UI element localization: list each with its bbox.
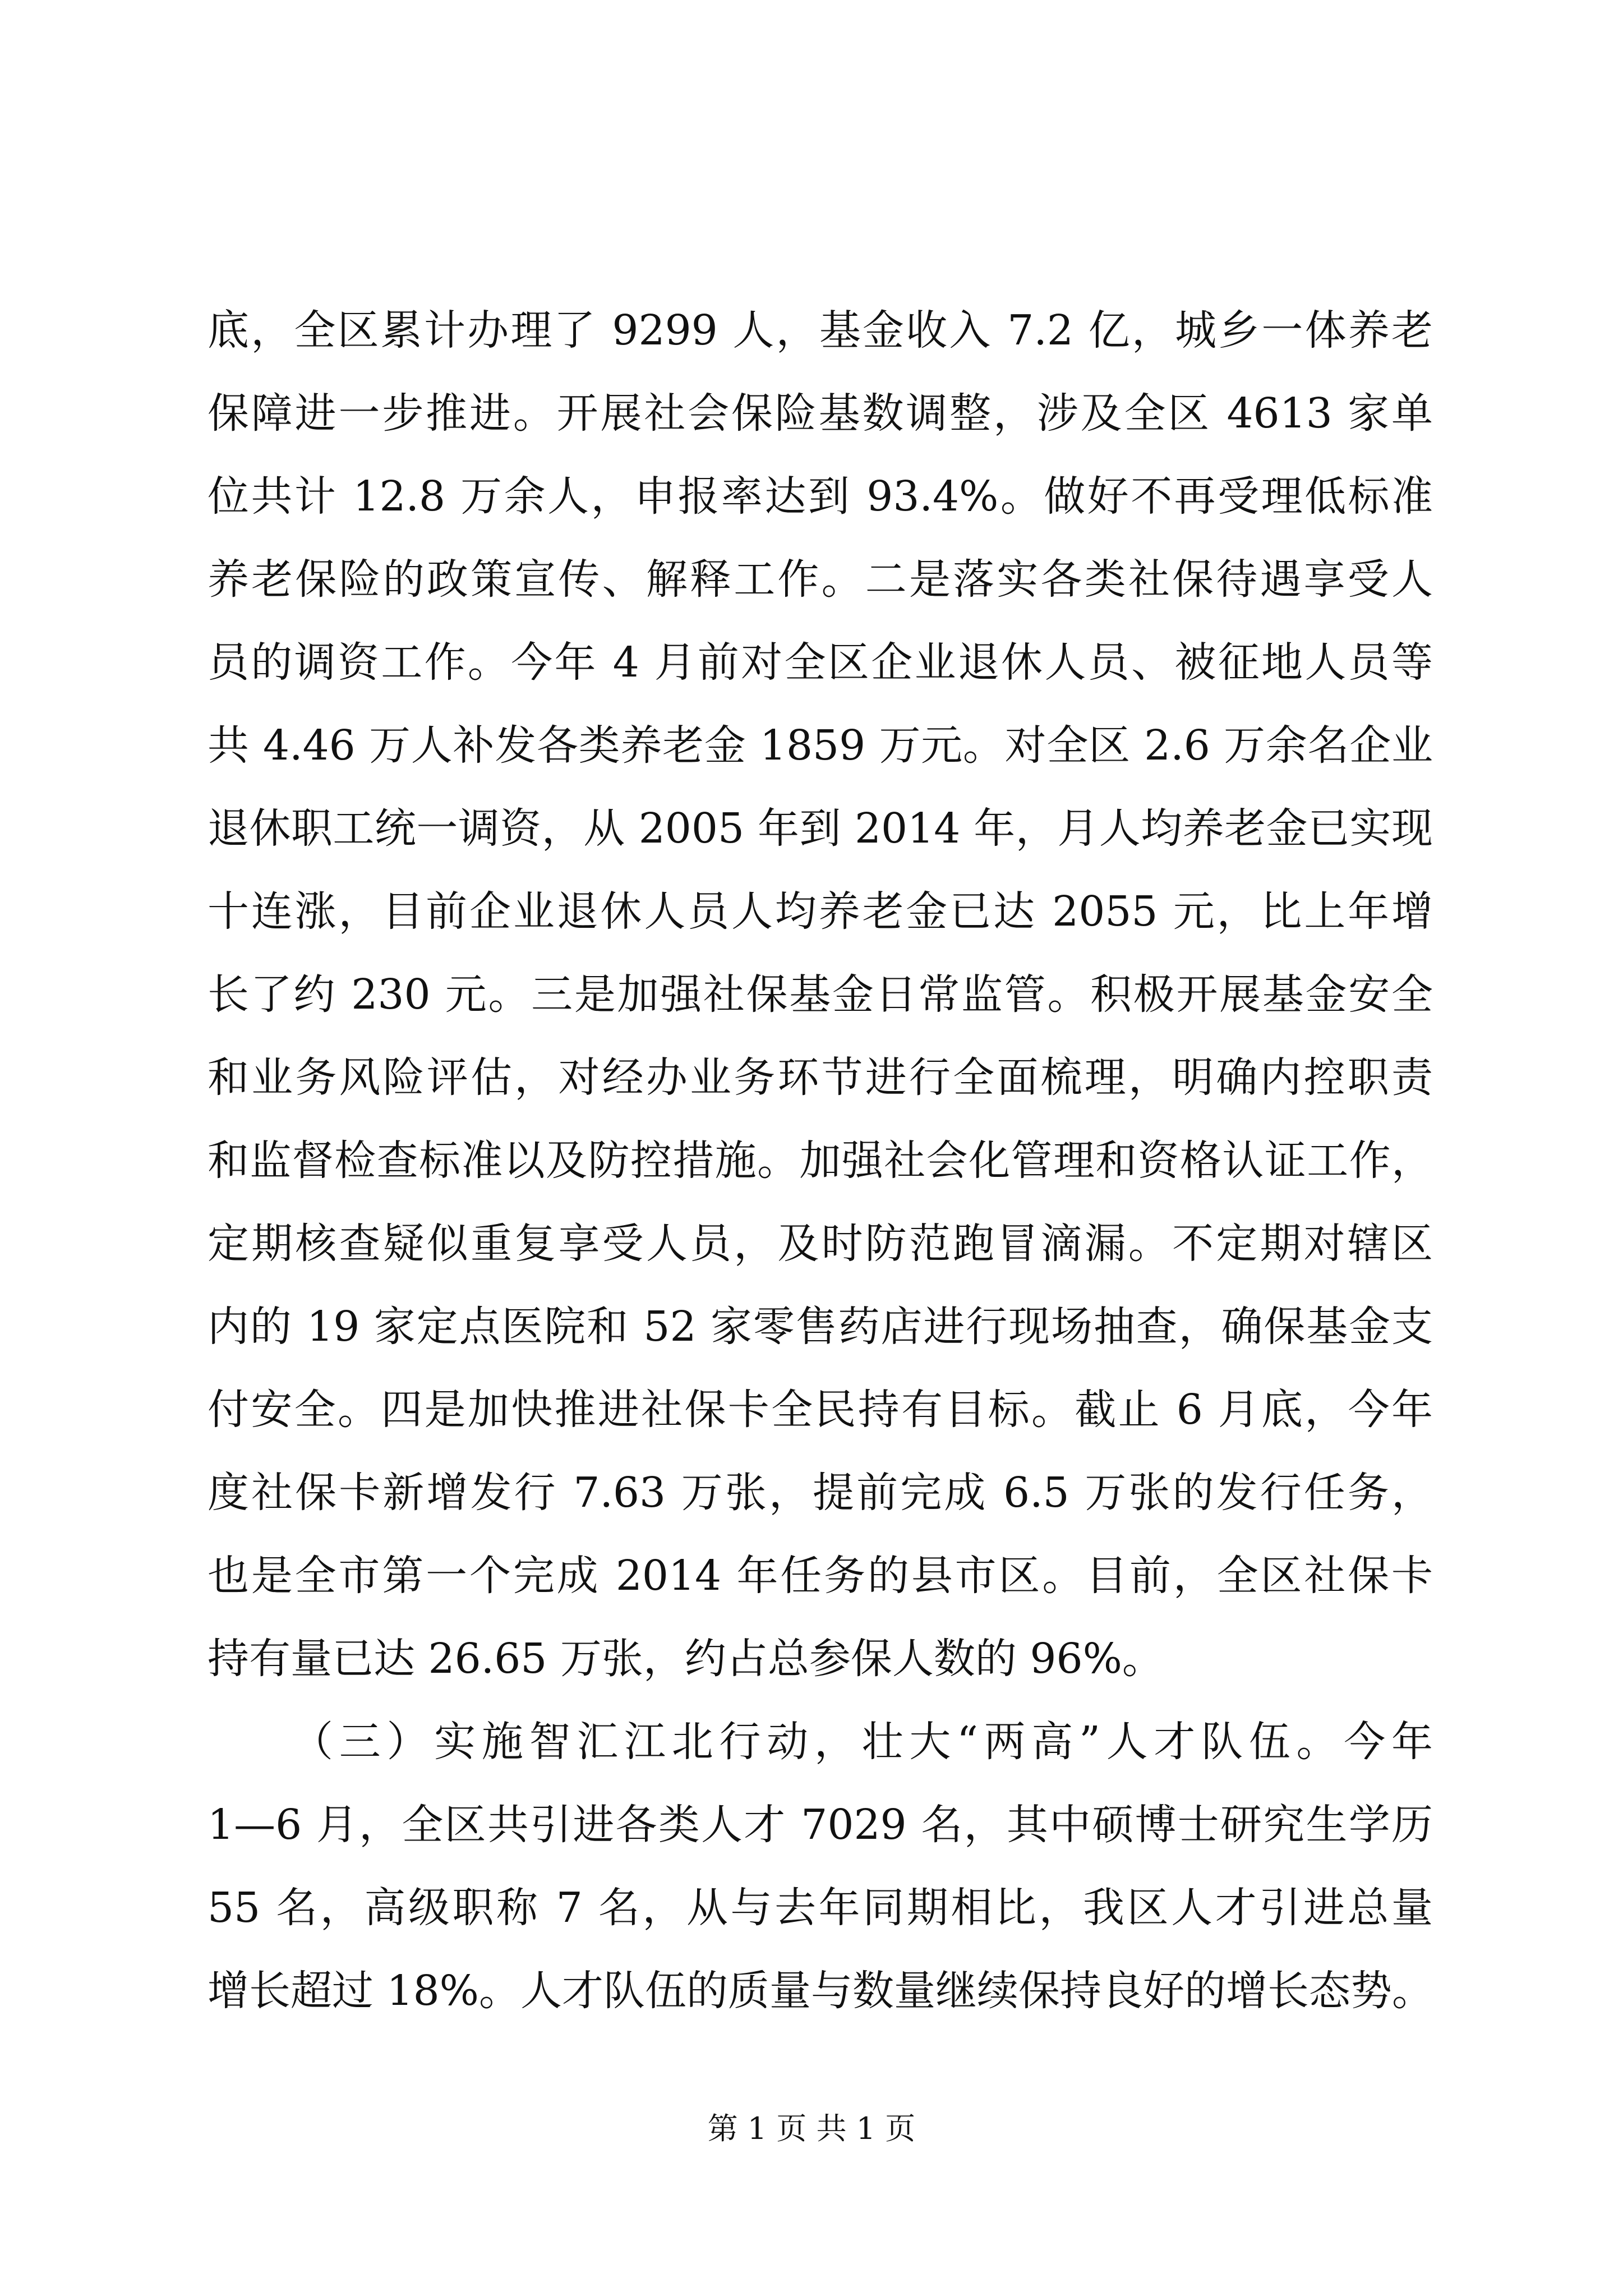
body-line-10: 和业务风险评估，对经办业务环节进行全面梳理，明确内控职责 xyxy=(208,1053,1433,1102)
body-line-12: 定期核查疑似重复享受人员，及时防范跑冒滴漏。不定期对辖区 xyxy=(208,1220,1433,1268)
section-heading-line: （三）实施智汇江北行动，壮大“两高”人才队伍。今年 xyxy=(292,1718,1433,1766)
body-line-1: 底，全区累计办理了 9299 人，基金收入 7.2 亿，城乡一体养老 xyxy=(208,306,1433,355)
body-line-19: 1—6 月，全区共引进各类人才 7029 名，其中硕博士研究生学历 xyxy=(208,1801,1433,1849)
body-line-3: 位共计 12.8 万余人，申报率达到 93.4%。做好不再受理低标准 xyxy=(208,472,1433,521)
page-footer xyxy=(0,2106,1623,2151)
body-line-17: 持有量已达 26.65 万张，约占总参保人数的 96%。 xyxy=(208,1635,1164,1683)
body-line-7: 退休职工统一调资，从 2005 年到 2014 年，月人均养老金已实现 xyxy=(208,804,1433,853)
body-line-6: 共 4.46 万人补发各类养老金 1859 万元。对全区 2.6 万余名企业 xyxy=(208,721,1433,770)
body-line-5: 员的调资工作。今年 4 月前对全区企业退休人员、被征地人员等 xyxy=(208,638,1433,687)
body-line-16: 也是全市第一个完成 2014 年任务的县市区。目前，全区社保卡 xyxy=(208,1552,1433,1600)
body-line-15: 度社保卡新增发行 7.63 万张，提前完成 6.5 万张的发行任务， xyxy=(208,1469,1433,1517)
body-line-20: 55 名，高级职称 7 名，从与去年同期相比，我区人才引进总量 xyxy=(208,1884,1433,1932)
page-number-label: 第 1 页 共 1 页 xyxy=(707,2111,916,2146)
body-line-14: 付安全。四是加快推进社保卡全民持有目标。截止 6 月底，今年 xyxy=(208,1386,1433,1434)
body-line-9: 长了约 230 元。三是加强社保基金日常监管。积极开展基金安全 xyxy=(208,970,1433,1019)
body-line-21: 增长超过 18%。人才队伍的质量与数量继续保持良好的增长态势。 xyxy=(208,1967,1433,2015)
body-line-13: 内的 19 家定点医院和 52 家零售药店进行现场抽查，确保基金支 xyxy=(208,1303,1433,1351)
body-line-2: 保障进一步推进。开展社会保险基数调整，涉及全区 4613 家单 xyxy=(208,389,1433,438)
body-line-4: 养老保险的政策宣传、解释工作。二是落实各类社保待遇享受人 xyxy=(208,555,1433,604)
body-line-11: 和监督检查标准以及防控措施。加强社会化管理和资格认证工作， xyxy=(208,1137,1433,1185)
body-line-8: 十连涨，目前企业退休人员人均养老金已达 2055 元，比上年增 xyxy=(208,887,1433,936)
body-text xyxy=(208,289,1433,2032)
